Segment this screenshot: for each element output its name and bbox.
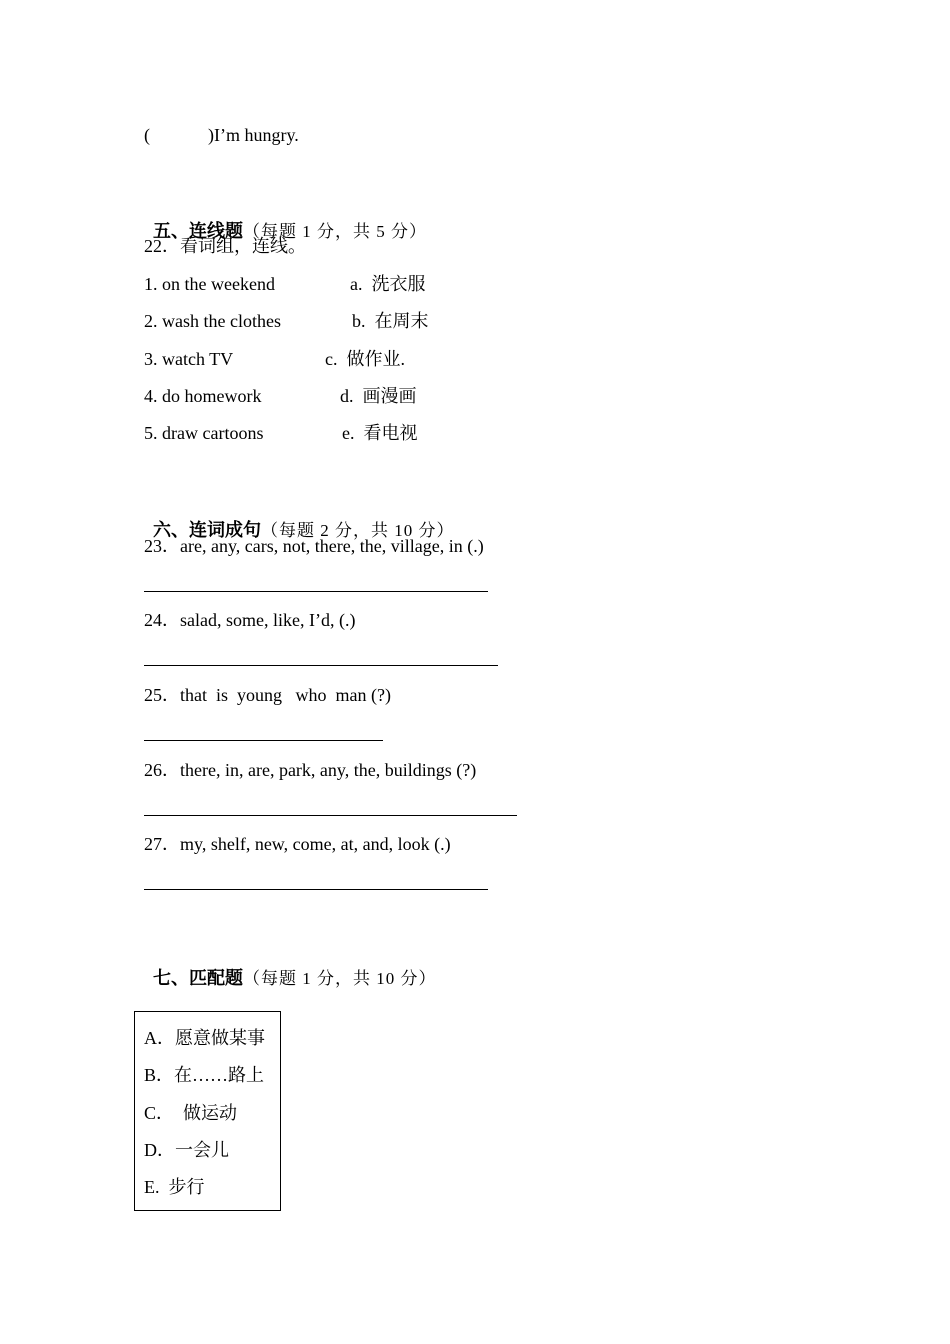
question-22: 22．看词组，连线。 [144, 236, 306, 256]
answer-line-25[interactable] [144, 740, 383, 741]
answer-line-24[interactable] [144, 665, 498, 666]
section7-title: 七、匹配题 [153, 968, 243, 988]
match-left-5: 5. draw cartoons [144, 423, 264, 443]
section5-score-note: （每题 1 分，共 5 分） [243, 222, 427, 241]
answer-paren-open: ( [144, 125, 150, 145]
answer-line-27[interactable] [144, 889, 488, 890]
match-left-3: 3. watch TV [144, 349, 234, 369]
question-23: 23．are, any, cars, not, there, the, village, in (.) [144, 536, 484, 556]
top-item-text: )I’m hungry. [208, 125, 299, 145]
option-b: B．在……路上 [144, 1065, 265, 1085]
question-27: 27．my, shelf, new, come, at, and, look (.) [144, 834, 451, 854]
match-left-1: 1. on the weekend [144, 274, 275, 294]
question-25: 25．that is young who man (?) [144, 685, 391, 705]
match-right-e: e. 看电视 [342, 423, 418, 443]
options-box [134, 1011, 281, 1211]
section7-heading [144, 945, 437, 990]
option-a: A．愿意做某事 [144, 1028, 265, 1048]
option-c: C． 做运动 [144, 1103, 238, 1123]
match-right-c: c. 做作业. [325, 349, 405, 369]
section5-title: 五、连线题 [153, 221, 243, 241]
answer-line-23[interactable] [144, 591, 488, 592]
match-right-a: a. 洗衣服 [350, 274, 426, 294]
option-e: E. 步行 [144, 1177, 205, 1197]
question-24: 24．salad, some, like, I’d, (.) [144, 610, 356, 630]
question-26: 26．there, in, are, park, any, the, buildings (?) [144, 760, 477, 780]
match-left-4: 4. do homework [144, 386, 262, 406]
section6-score-note: （每题 2 分，共 10 分） [261, 521, 455, 540]
section7-score-note: （每题 1 分，共 10 分） [243, 969, 437, 988]
match-right-b: b. 在周末 [352, 311, 429, 331]
match-left-2: 2. wash the clothes [144, 311, 281, 331]
section6-title: 六、连词成句 [153, 520, 261, 540]
answer-line-26[interactable] [144, 815, 517, 816]
option-d: D．一会儿 [144, 1140, 229, 1160]
match-right-d: d. 画漫画 [340, 386, 417, 406]
